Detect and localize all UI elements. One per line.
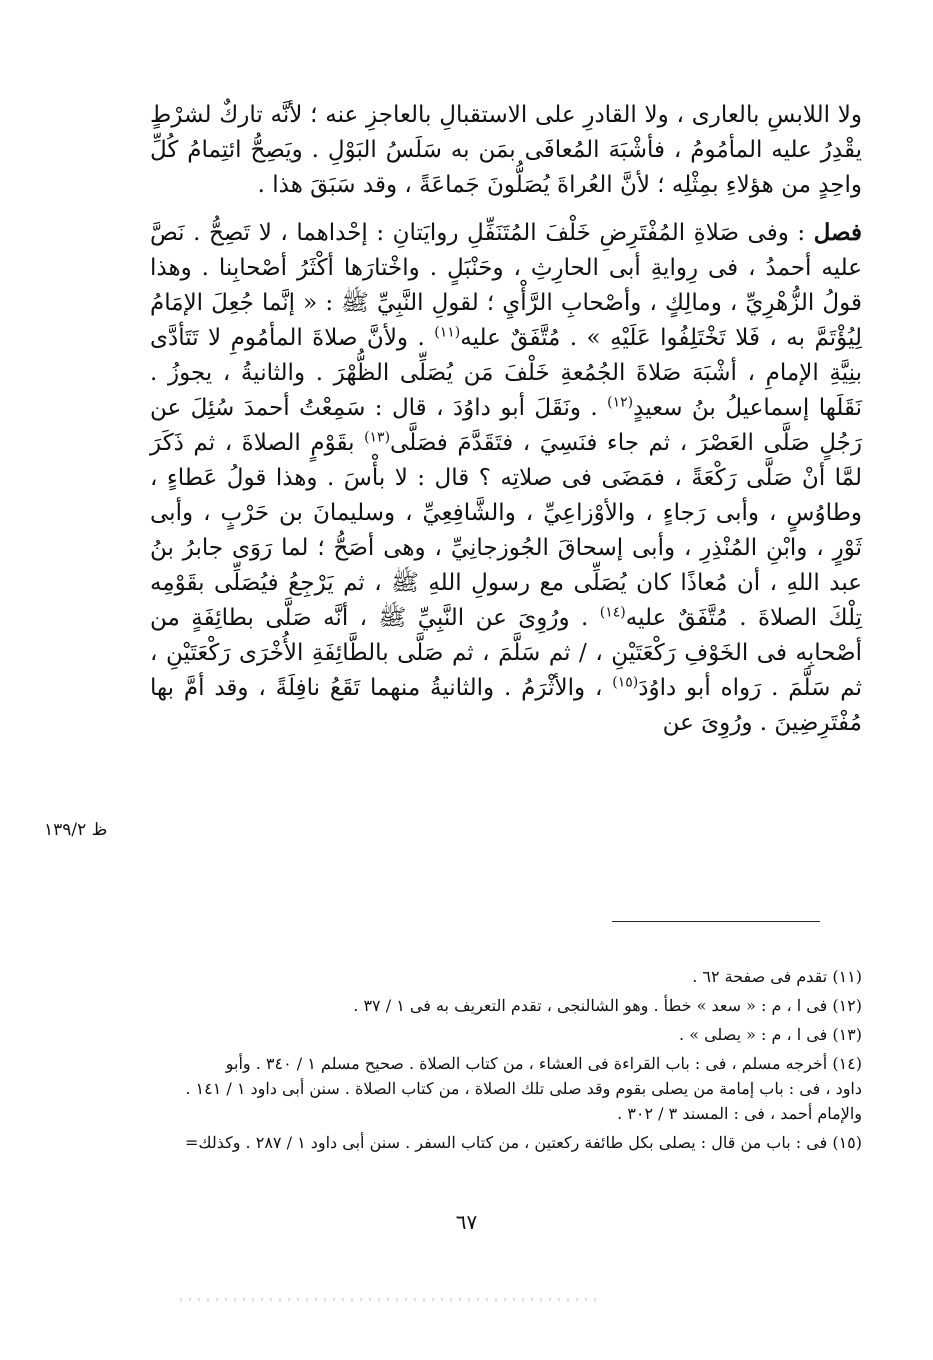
footnotes-block	[150, 964, 862, 1159]
footnote-ref-11[interactable]: (١١)	[434, 324, 461, 341]
footnote-14	[150, 1051, 862, 1126]
manuscript-folio-note: ظ ١٣٩/٢	[44, 820, 108, 840]
footnote-ref-14[interactable]: (١٤)	[599, 604, 626, 621]
text-run: ، والأثْرَمُ . والثانيةُ منهما تَقَعُ نافِلَةً ، وقد أمَّ بها مُفْتَرِضِينَ . ورُوِىَ عن	[150, 675, 862, 736]
footnote-ref-13[interactable]: (١٣)	[364, 429, 391, 446]
text-run: بقَوْمٍ الصلاةَ ، ثم ذَكَرَ لمَّا أنْ صَلَّى رَكْعَةً ، فمَضَى فى صلاتِه ؟ قال : لا بأْسَ . وهذا قولُ عَطاءٍ ، وطاوُسٍ ، وأبى رَجاءٍ ، والأوْزاعِيِّ ، والشَّافِعِيِّ ، وسليمانَ بن حَرْبٍ ، وأبى ثَوْرٍ ، وابْنِ المُنْذِرِ ، وأبى إسحاقَ الجُوزجانِيِّ ، وهى أصَحُّ ؛ لما رَوَى جابرُ بنُ عبد اللهِ ، أن مُعاذًا كان يُصَلِّى مع رسولِ اللهِ ﷺ ، ثم يَرْجِعُ فيُصَلِّى بقَوْمِه تِلْكَ الصلاةَ . مُتَّفَقٌ عليه	[150, 430, 862, 631]
page-number: ٦٧	[455, 1210, 478, 1234]
paragraph-fasl	[150, 215, 862, 741]
footnote-divider	[612, 921, 820, 922]
scan-artifact	[180, 1298, 600, 1301]
footnote-ref-15[interactable]: (١٥)	[612, 674, 639, 691]
footnote-13: (١٣) فى ا ، م : « يصلى » .	[679, 1025, 862, 1044]
main-text-block	[150, 98, 862, 741]
text-run: . ورُوِىَ عن النَّبِيِّ ﷺ ، أنَّه صَلَّى بطائِفَةٍ من أصْحابِه فى الخَوْفِ رَكْعَتَيْنِ ، / ثم سَلَّمَ ، ثم صَلَّى بالطَّائِفَةِ الأُخْرَى رَكْعَتَيْنِ ، ثم سَلَّمَ . رَواه أبو داوُدَ	[150, 605, 863, 701]
footnote-12: (١٢) فى ا ، م : « سعد » خطأ . وهو الشالنجى ، تقدم التعريف به فى ١ / ٣٧ .	[353, 996, 862, 1015]
text-run: . ونَقَلَ أبو داوُدَ ، قال : سَمِعْتُ أحمدَ سُئِلَ عن رَجُلٍ صَلَّى العَصْرَ ، ثم جاء فنَسِيَ ، فتَقَدَّمَ فصَلَّى	[150, 395, 862, 456]
section-heading-word: فصل	[813, 219, 862, 246]
text-run: : وفى صَلاةِ المُفْتَرِضِ خَلْفَ المُتَنَفِّلِ روايَتانِ : إحْداهما ، لا تَصِحُّ . نَصَّ عليه أحمدُ ، فى رِوايةِ أبى الحارِثِ ، وحَنْبَلٍ . واخْتارَها أكْثَرُ أصْحابِنا . وهذا قولُ الزُّهْرِيِّ ، ومالِكٍ ، وأصْحابِ الرَّأْيِ ؛ لقولِ النَّبِيِّ ﷺ : « إنَّما جُعِلَ الإمَامُ لِيُؤْتَمَّ به ، فَلا تَخْتَلِفُوا عَلَيْهِ » . مُتَّفَقٌ عليه	[150, 220, 863, 351]
footnote-11: (١١) تقدم فى صفحة ٦٢ .	[692, 967, 862, 986]
footnote-ref-12[interactable]: (١٢)	[607, 394, 634, 411]
footnote-15: (١٥) فى : باب من قال : يصلى بكل طائفة ركعتين ، من كتاب السفر . سنن أبى داود ١ / ٢٨٧ . وكذلك=	[184, 1133, 862, 1152]
footnote-14-line-1: (١٤) أخرجه مسلم ، فى : باب القراءة فى العشاء ، من كتاب الصلاة . صحيح مسلم ١ / ٣٤٠ . وأبو	[225, 1054, 862, 1073]
footnote-14-line-2: داود ، فى : باب إمامة من يصلى بقوم وقد صلى تلك الصلاة ، من كتاب الصلاة . سنن أبى داود ١ / ١٤١ .	[185, 1079, 862, 1098]
footnote-14-line-3: والإمام أحمد ، فى : المسند ٣ / ٣٠٢ .	[617, 1104, 862, 1123]
text-run: . ولأنَّ صلاةَ المأمُومِ لا تَتَأدَّى بنِيَّةِ الإمامِ ، أشْبَهَ صَلاةَ الجُمُعةِ خَلْفَ مَن يُصَلِّى الظُّهْرَ . والثانيةُ ، يجوزُ . نَقَلَها إسماعيلُ بنُ سعيدٍ	[150, 325, 862, 421]
paragraph-continuation: ولا اللابسِ بالعارى ، ولا القادرِ على الاستقبالِ بالعاجزِ عنه ؛ لأنَّه تاركٌ لشرْطٍ يقْدِرُ عليه المأمُومُ ، فأشْبَهَ المُعافَى بمَن به سَلَسُ البَوْلِ . ويَصِحُّ ائتِمامُ كُلِّ واحِدٍ من هؤلاءِ بمِثْلِه ؛ لأنَّ العُراةَ يُصَلُّونَ جَماعَةً ، وقد سَبَقَ هذا .	[150, 102, 862, 198]
